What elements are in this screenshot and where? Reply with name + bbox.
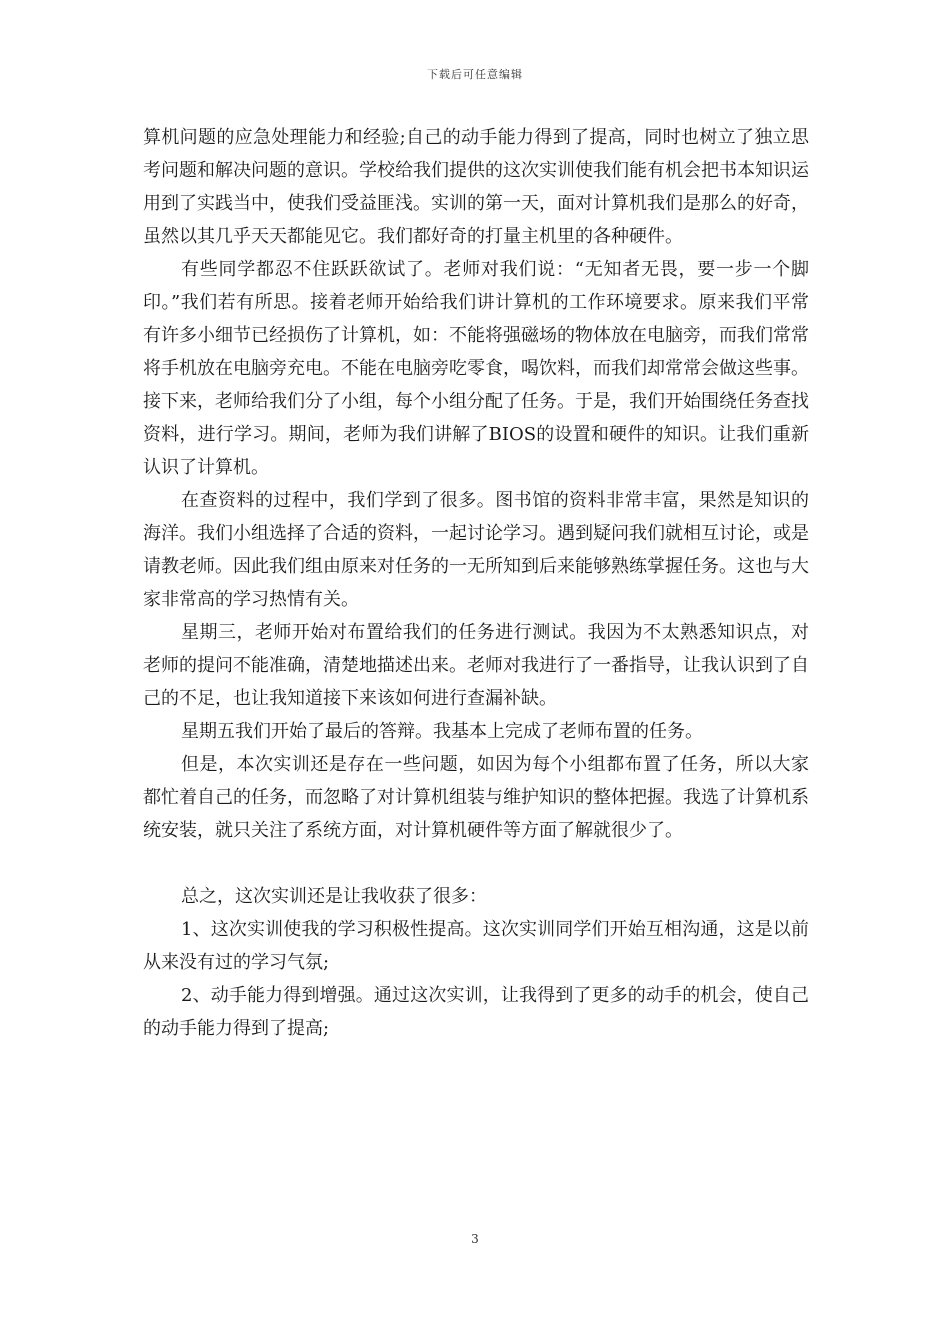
paragraph-continuation: 算机问题的应急处理能力和经验;自己的动手能力得到了提高，同时也树立了独立思考问题和解决问题的意识。学校给我们提供的这次实训使我们能有机会把书本知识运用到了实践当中，使我们受益匪浅。实训的第一天，面对计算机我们是那么的好奇，虽然以其几乎天天都能见它。我们都好奇的打量主机里的各种硬件。	[143, 127, 809, 247]
document-body	[143, 121, 809, 1045]
list-item-2: 2、动手能力得到增强。通过这次实训，让我得到了更多的动手的机会，使自己的动手能力得到了提高;	[143, 985, 809, 1039]
page-number: 3	[471, 1232, 479, 1246]
paragraph-wednesday-test: 星期三，老师开始对布置给我们的任务进行测试。我因为不太熟悉知识点，对老师的提问不能准确，清楚地描述出来。老师对我进行了一番指导，让我认识到了自己的不足，也让我知道接下来该如何进行查漏补缺。	[143, 622, 809, 709]
paragraph-summary: 总之，这次实训还是让我收获了很多：	[181, 886, 487, 907]
list-item-1: 1、这次实训使我的学习积极性提高。这次实训同学们开始互相沟通，这是以前从来没有过的学习气氛;	[143, 919, 809, 973]
paragraph-teacher-intro: 有些同学都忍不住跃跃欲试了。老师对我们说：“无知者无畏，要一步一个脚印。”我们若有所思。接着老师开始给我们讲计算机的工作环境要求。原来我们平常有许多小细节已经损伤了计算机，如：不能将强磁场的物体放在电脑旁，而我们常常将手机放在电脑旁充电。不能在电脑旁吃零食，喝饮料，而我们却常常会做这些事。接下来，老师给我们分了小组，每个小组分配了任务。于是，我们开始围绕任务查找资料，进行学习。期间，老师为我们讲解了BIOS的设置和硬件的知识。让我们重新认识了计算机。	[143, 259, 809, 478]
page-header: 下载后可任意编辑	[427, 68, 523, 81]
paragraph-research: 在查资料的过程中，我们学到了很多。图书馆的资料非常丰富，果然是知识的海洋。我们小组选择了合适的资料，一起讨论学习。遇到疑问我们就相互讨论，或是请教老师。因此我们组由原来对任务的一无所知到后来能够熟练掌握任务。这也与大家非常高的学习热情有关。	[143, 490, 809, 610]
paragraph-problems: 但是，本次实训还是存在一些问题，如因为每个小组都布置了任务，所以大家都忙着自己的任务，而忽略了对计算机组装与维护知识的整体把握。我选了计算机系统安装，就只关注了系统方面，对计算机硬件等方面了解就很少了。	[143, 754, 809, 841]
paragraph-friday-defense: 星期五我们开始了最后的答辩。我基本上完成了老师布置的任务。	[181, 721, 703, 742]
